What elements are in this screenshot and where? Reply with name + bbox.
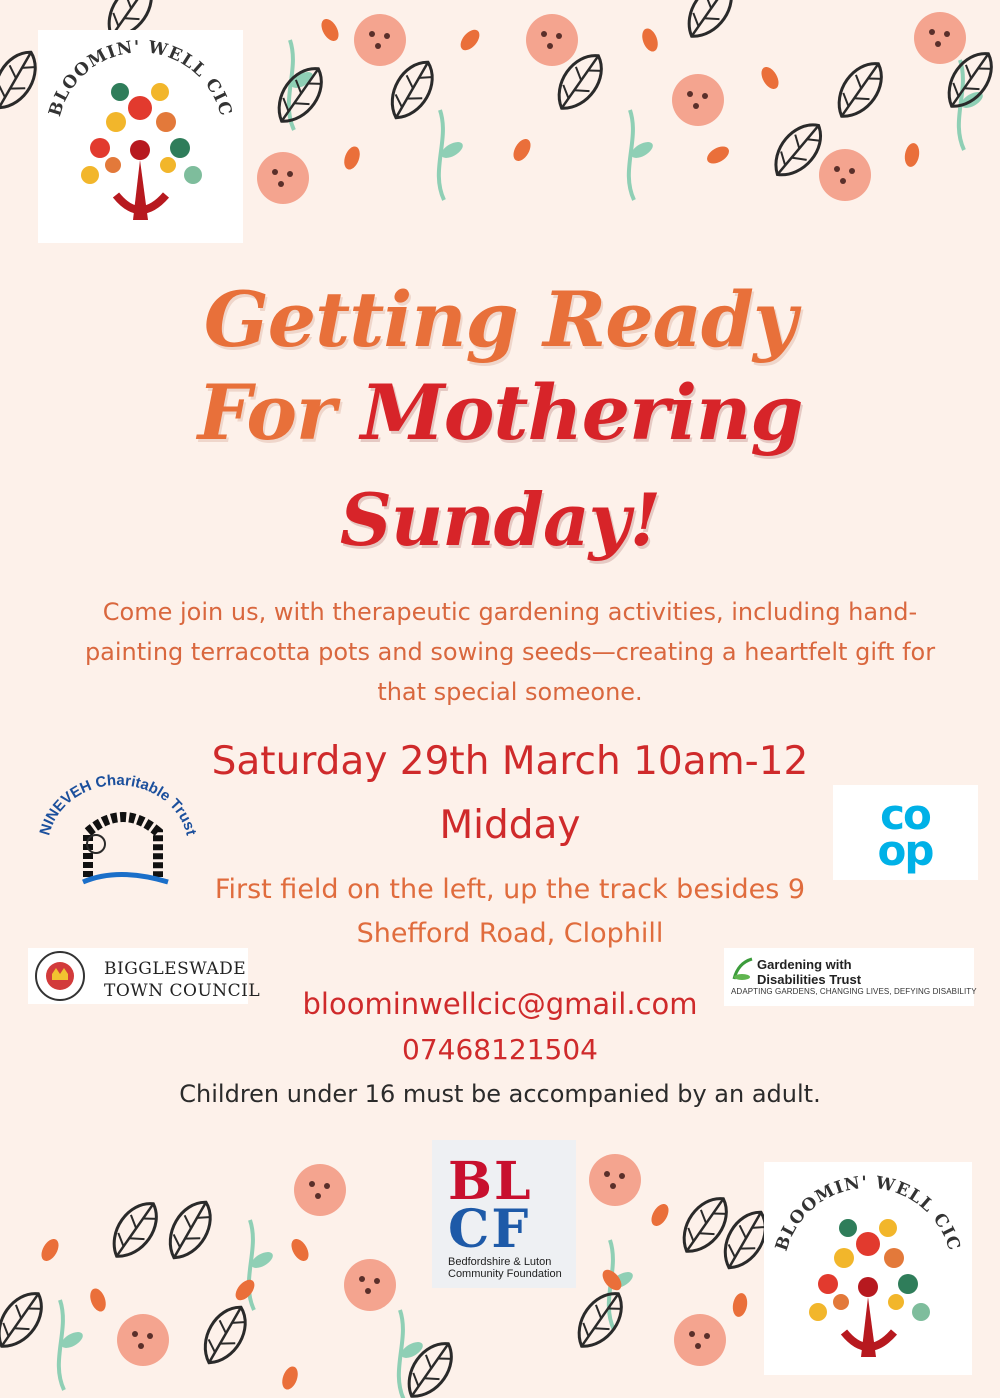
nineveh-trust-logo	[38, 772, 198, 902]
bloomin-well-logo-text-top: BLOOMIN' WELL CIC	[45, 37, 236, 119]
gdt-line-2: Disabilities Trust	[757, 972, 862, 987]
event-location	[150, 868, 870, 956]
bloomin-well-logo-top	[38, 30, 243, 243]
title-line-1: Getting Ready	[203, 275, 797, 364]
event-date-line-2: Midday	[439, 803, 581, 848]
blcf-name: Bedfordshire & Luton Community Foundation	[448, 1256, 562, 1280]
title-mothering: Mothering	[360, 368, 803, 457]
bloomin-well-logo-text-bottom: BLOOMIN' WELL CIC	[771, 1172, 965, 1254]
gdt-tagline: ADAPTING GARDENS, CHANGING LIVES, DEFYING DISABILITY	[731, 987, 977, 996]
contact-phone[interactable]: 07468121504	[402, 1033, 598, 1066]
town-seal-icon	[28, 948, 88, 1004]
title-for: For	[197, 368, 336, 457]
svg-text:NINEVEH Charitable Trust: NINEVEH Charitable Trust	[38, 772, 198, 838]
heart-tree-icon	[809, 1219, 930, 1357]
gdt-line-1: Gardening with	[757, 957, 852, 972]
event-location-line-1: First field on the left, up the track besides 9	[214, 874, 806, 905]
event-description: Come join us, with therapeutic gardening activities, including hand-painting terracotta pots and sowing seeds—creating a heartfelt gift for that special someone.	[84, 598, 936, 706]
event-location-line-2: Shefford Road, Clophill	[356, 918, 664, 949]
heart-tree-icon	[81, 83, 202, 220]
title-line-3: Sunday!	[339, 477, 661, 562]
blcf-letters: BL CF	[448, 1151, 533, 1260]
svg-text:co: co	[880, 790, 930, 839]
contact-email[interactable]: bloominwellcic@gmail.com	[302, 987, 698, 1021]
coop-logo-mark	[833, 785, 978, 880]
event-date-line-1: Saturday 29th March 10am-12	[211, 739, 809, 784]
event-date	[150, 730, 870, 858]
svg-text:op: op	[877, 826, 933, 875]
leaf-icon	[730, 955, 756, 983]
coop-logo	[833, 785, 978, 880]
biggleswade-text: BIGGLESWADE TOWN COUNCIL	[104, 959, 261, 1001]
title-line-2	[0, 368, 1000, 458]
bloomin-well-logo-bottom	[764, 1162, 972, 1375]
age-note: Children under 16 must be accompanied by an adult.	[179, 1080, 821, 1108]
bridge-icon	[83, 817, 168, 882]
